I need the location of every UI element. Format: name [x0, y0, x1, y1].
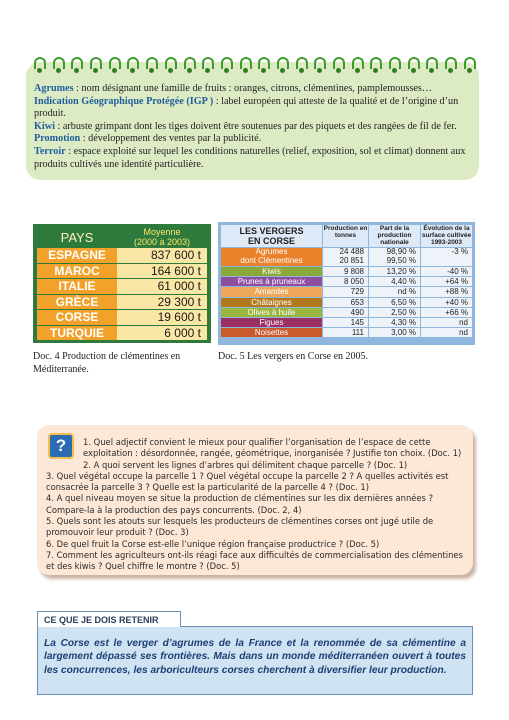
binding-ring: [352, 57, 362, 75]
table-row: [221, 286, 472, 296]
header-period-label: (2000 à 2003): [133, 237, 191, 247]
binding-ring: [314, 57, 324, 75]
value-cell: 29 300 t: [117, 295, 207, 311]
glossary-entry: [34, 83, 474, 96]
value-cell: 6 000 t: [117, 326, 207, 342]
glossary-definition: : développement des ventes par la publicité.: [80, 133, 262, 145]
table-row: [37, 310, 207, 326]
glossary-term: Terroir: [34, 145, 66, 157]
binding-ring: [258, 57, 268, 75]
table-body: [221, 247, 472, 337]
binding-ring: [464, 57, 474, 75]
fruit-cell: Olives à huile: [221, 308, 323, 317]
question-item: 7. Comment les agriculteurs ont-ils réagi face aux difficultés de commercialisation des clémentines et des kiwis ? Quel chiffre le montre ? (Doc. 5): [46, 549, 463, 572]
table-row: [221, 327, 472, 337]
fruit-cell: Kiwis: [221, 267, 323, 276]
fruit-cell: Châtaignes: [221, 298, 323, 307]
table-row: [221, 307, 472, 317]
question-item: 6. De quel fruit la Corse est-elle l’unique région française productrice ? (Doc. 5): [46, 538, 380, 549]
binding-ring: [240, 57, 250, 75]
header-average-label: Moyenne: [143, 227, 181, 237]
binding-ring: [109, 57, 119, 75]
glossary-definition: : label européen qui atteste de la qualité et de l’origine d’un produit.: [34, 95, 459, 120]
share-cell: 6,50 %: [369, 298, 421, 307]
binding-ring: [277, 57, 287, 75]
share-cell: 4,30 %: [369, 318, 421, 327]
binding-ring: [34, 57, 44, 75]
header-evolution: Évolution de la surface cultivée 1993-2003: [421, 225, 472, 246]
header-country: PAYS: [60, 230, 94, 245]
binding-ring: [370, 57, 380, 75]
header-title-line: EN CORSE: [247, 236, 295, 246]
glossary-definition: : arbuste grimpant dont les tiges doivent être soutenues par des piquets et des rangées de fil de fer.: [54, 120, 457, 132]
production-cell: 111: [323, 328, 369, 337]
production-cell: 8 050: [323, 277, 369, 286]
value-cell: 61 000 t: [117, 279, 207, 295]
glossary-text: [34, 83, 474, 171]
binding-ring: [165, 57, 175, 75]
binding-ring: [202, 57, 212, 75]
binding-ring: [146, 57, 156, 75]
glossary-entry: [34, 96, 474, 121]
table-row: [37, 264, 207, 280]
glossary-entry: [34, 133, 474, 146]
question-item: 2. A quoi servent les lignes d’arbres qui délimitent chaque parcelle ? (Doc. 1): [83, 459, 408, 470]
binding-ring: [184, 57, 194, 75]
binding-ring: [333, 57, 343, 75]
fruit-cell: Figues: [221, 318, 323, 327]
glossary-term: Agrumes: [34, 83, 74, 94]
evolution-cell: -3 %: [421, 248, 472, 266]
country-cell: CORSE: [37, 310, 117, 326]
header-title: [221, 225, 323, 247]
header-average: [117, 227, 207, 248]
binding-ring: [445, 57, 455, 75]
header-production: Production en tonnes: [323, 225, 369, 247]
share-cell: nd %: [369, 287, 421, 296]
share-cell: 3,00 %: [369, 328, 421, 337]
evolution-cell: +66 %: [421, 308, 472, 317]
table-header: [221, 225, 472, 247]
glossary-term: Promotion: [34, 133, 81, 145]
header-title-line: LES VERGERS: [239, 226, 304, 236]
table-row: [221, 266, 472, 276]
glossary-definition: : espace exploité sur lequel les conditions naturelles (relief, exposition, sol et climat) donnent aux produits cultivés une identité particulière.: [34, 145, 466, 170]
glossary-entry: [34, 121, 474, 134]
question-item: 1. Quel adjectif convient le mieux pour qualifier l’organisation de l’espace de cette exploitation : désordonnée, rangée, géométrique, inorganisée ? Justifie ton choix. (Doc. 1): [83, 437, 462, 459]
clementine-production-table: [33, 224, 211, 343]
evolution-cell: +88 %: [421, 287, 472, 296]
fruit-cell: Noisettes: [221, 328, 323, 337]
glossary-term: Kiwi: [34, 120, 55, 132]
question-item: 4. A quel niveau moyen se situe la production de clémentines sur les dix dernières années ? Compare-la à la production des pays concurrents. (Doc. 2, 4): [46, 493, 434, 515]
value-cell: 837 600 t: [117, 248, 207, 264]
question-item: 5. Quels sont les atouts sur lesquels les producteurs de clémentines corses ont jugé utile de promouvoir leur produit ? (Doc. 3): [46, 516, 434, 538]
production-cell: 653: [323, 298, 369, 307]
evolution-cell: +64 %: [421, 277, 472, 286]
production-cell: 490: [323, 308, 369, 317]
table-row: [37, 326, 207, 342]
glossary-term: Indication Géographique Protégée (IGP ): [34, 95, 214, 107]
evolution-cell: -40 %: [421, 267, 472, 276]
share-cell: 4,40 %: [369, 277, 421, 286]
binding-ring: [221, 57, 231, 75]
fruit-cell: Prunes à pruneaux: [221, 277, 323, 286]
evolution-cell: nd: [421, 328, 472, 337]
doc5-caption: Doc. 5 Les vergers en Corse en 2005.: [218, 351, 369, 362]
evolution-cell: nd: [421, 318, 472, 327]
production-cell: 729: [323, 287, 369, 296]
value-cell: 19 600 t: [117, 310, 207, 326]
binding-ring: [71, 57, 81, 75]
doc4-caption: Doc. 4 Production de clémentines en Méditerranée.: [33, 351, 181, 375]
country-cell: ESPAGNE: [37, 248, 117, 264]
country-cell: TURQUIE: [37, 326, 117, 342]
production-cell: 145: [323, 318, 369, 327]
country-cell: GRÈCE: [37, 295, 117, 311]
header-share: Part de la production nationale: [369, 225, 421, 247]
table-row: [221, 297, 472, 307]
table-row: [221, 247, 472, 266]
binding-ring: [296, 57, 306, 75]
retain-title: CE QUE JE DOIS RETENIR: [37, 611, 181, 627]
binding-ring: [90, 57, 100, 75]
table-row: [37, 248, 207, 264]
glossary-entry: [34, 146, 474, 171]
share-cell: 2,50 %: [369, 308, 421, 317]
questions-list: [46, 437, 466, 573]
glossary-definition: : nom désignant une famille de fruits : oranges, citrons, clémentines, pamplemousses…: [73, 83, 433, 94]
binding-ring: [53, 57, 63, 75]
table-row: [221, 317, 472, 327]
country-cell: ITALIE: [37, 279, 117, 295]
value-cell: 164 600 t: [117, 264, 207, 280]
production-cell: 24 488 20 851: [323, 248, 369, 266]
question-item: 3. Quel végétal occupe la parcelle 1 ? Quel végétal occupe la parcelle 2 ? A quelles activités est consacrée la parcelle 3 ? Quelle est la particularité de la parcelle 4 ? (Doc. 1): [46, 470, 449, 493]
table-row: [221, 276, 472, 286]
binding-ring: [127, 57, 137, 75]
fruit-cell: Agrumes dont Clémentines: [221, 248, 323, 266]
country-cell: MAROC: [37, 264, 117, 280]
evolution-cell: +40 %: [421, 298, 472, 307]
retain-summary: La Corse est le verger d’agrumes de la France et la renommée de sa clémentine a largement dépassé ses frontières. Mais dans un monde méditerranéen ouvert à toutes les concurrences, les arboriculteurs corses cherchent à diversifier leur production.: [37, 627, 473, 695]
table-row: [37, 295, 207, 311]
binding-ring: [426, 57, 436, 75]
production-cell: 9 808: [323, 267, 369, 276]
binding-ring: [389, 57, 399, 75]
spiral-binding: [34, 57, 474, 79]
binding-ring: [408, 57, 418, 75]
share-cell: 98,90 % 99,50 %: [369, 248, 421, 266]
corsica-orchards-table: [218, 222, 475, 345]
question-mark-icon: ?: [48, 433, 74, 459]
table-header: [37, 227, 207, 248]
share-cell: 13,20 %: [369, 267, 421, 276]
table-row: [37, 279, 207, 295]
fruit-cell: Amandes: [221, 287, 323, 296]
